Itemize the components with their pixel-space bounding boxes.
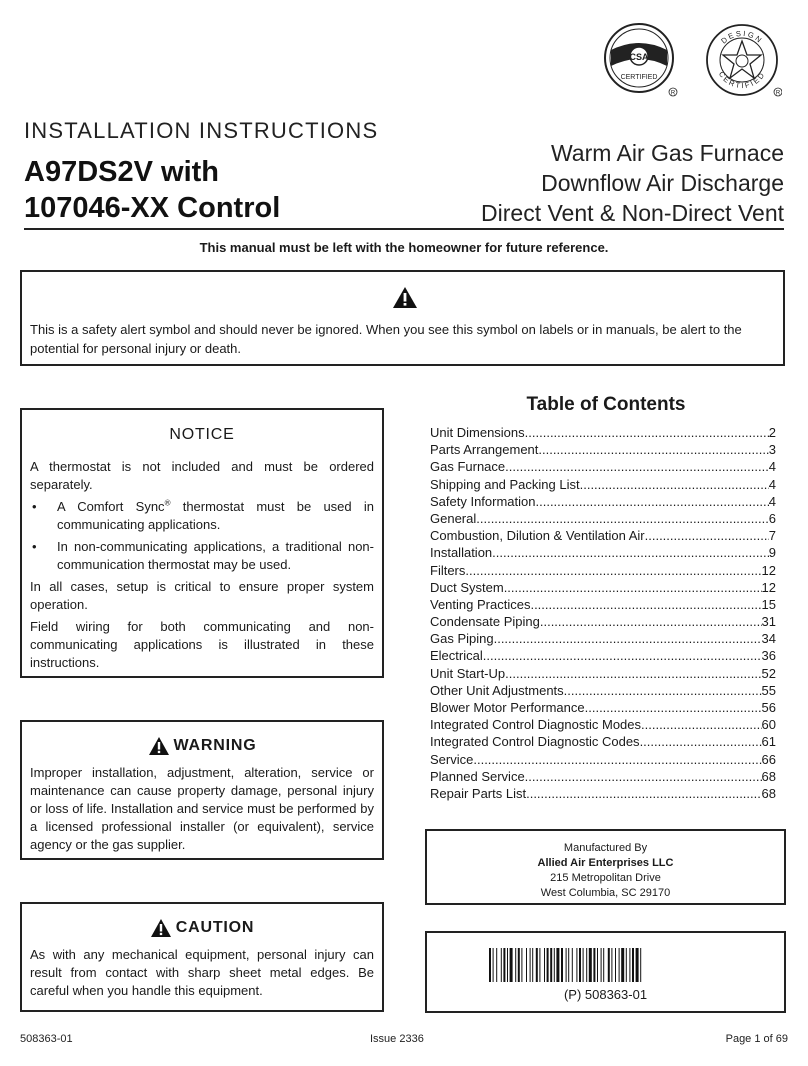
part-number: (P) 508363-01 — [563, 987, 648, 1002]
toc-entry — [430, 699, 776, 716]
barcode-bar — [507, 948, 508, 982]
toc-leader-dots — [494, 630, 762, 647]
toc-entry-title: Parts Arrangement — [430, 442, 539, 458]
manufacturer-city: West Columbia, SC 29170 — [540, 887, 671, 899]
warning-box — [20, 720, 384, 860]
barcode-bar — [503, 948, 505, 982]
toc-entry — [430, 493, 776, 510]
barcode-bar — [556, 948, 559, 982]
barcode-bar — [583, 948, 584, 982]
footer-issue: Issue 2336 — [370, 1033, 424, 1045]
barcode-bar — [576, 948, 577, 982]
barcode-bar — [640, 948, 641, 982]
toc-list — [430, 424, 776, 802]
toc-leader-dots — [525, 768, 762, 785]
toc-leader-dots — [504, 579, 762, 596]
toc-entry-page: 56 — [761, 700, 776, 715]
product-line-2: Downflow Air Discharge — [541, 170, 784, 196]
toc-entry-page: 12 — [761, 562, 776, 578]
barcode-bar — [566, 948, 567, 982]
notice-bullet-2: • In non-communicating applications, a traditional non-communication thermostat may be used. — [32, 539, 374, 572]
toc-leader-dots — [585, 699, 762, 716]
toc-entry-page: 36 — [761, 648, 776, 664]
barcode — [489, 948, 723, 982]
toc-entry — [430, 768, 776, 785]
manufacturer-box — [425, 829, 786, 905]
model-line-2: 107046-XX Control — [24, 192, 281, 224]
toc-entry-page: 61 — [761, 734, 776, 750]
toc-entry — [430, 441, 776, 458]
notice-title: NOTICE — [169, 426, 235, 443]
toc-entry — [430, 630, 776, 647]
toc-entry-title: Safety Information — [430, 493, 536, 509]
toc-leader-dots — [473, 751, 761, 768]
toc-entry-title: Installation — [430, 545, 493, 561]
toc-leader-dots — [580, 476, 769, 493]
homeowner-note: This manual must be left with the homeowner for future reference. — [199, 240, 609, 255]
toc-entry-title: Combustion, Dilution & Ventilation Air — [430, 528, 645, 544]
svg-text:R: R — [775, 90, 781, 97]
toc-leader-dots — [530, 596, 761, 613]
toc-entry-title: Gas Piping — [430, 631, 494, 647]
toc-entry — [430, 751, 776, 768]
barcode-bar — [518, 948, 520, 982]
barcode-bar — [601, 948, 602, 982]
toc-entry-page: 68 — [761, 785, 776, 801]
barcode-bar — [489, 948, 491, 982]
barcode-bar — [603, 948, 604, 982]
barcode-bar — [619, 948, 620, 982]
toc-entry-page: 68 — [761, 768, 776, 784]
toc-entry-page: 31 — [761, 614, 776, 630]
barcode-bar — [615, 948, 616, 982]
svg-text:CERTIFIED: CERTIFIED — [716, 69, 768, 91]
svg-text:CERTIFIED: CERTIFIED — [620, 74, 658, 81]
toc-leader-dots — [483, 647, 762, 664]
toc-leader-dots — [536, 493, 769, 510]
document-type-title: INSTALLATION INSTRUCTIONS — [24, 118, 379, 143]
barcode-bar — [611, 948, 612, 982]
toc-entry-page: 4 — [768, 476, 776, 492]
toc-entry — [430, 716, 776, 733]
bullet-icon: • — [32, 539, 37, 554]
toc-leader-dots — [492, 544, 769, 561]
toc-entry-title: Unit Dimensions — [430, 425, 525, 440]
model-line-1: A97DS2V with — [24, 156, 219, 188]
toc-entry-page: 52 — [761, 665, 776, 681]
barcode-bar — [515, 948, 516, 982]
toc-entry-page: 34 — [761, 631, 776, 647]
toc-entry-title: Unit Start-Up — [430, 665, 506, 681]
barcode-bar — [493, 948, 494, 982]
barcode-bar — [510, 948, 513, 982]
toc-entry-page: 3 — [768, 442, 776, 458]
toc-entry-title: Electrical — [430, 648, 483, 664]
toc-leader-dots — [645, 527, 769, 544]
barcode-bar — [621, 948, 624, 982]
barcode-bar — [572, 948, 573, 982]
toc-entry-title: Service — [430, 751, 474, 767]
model-title — [24, 154, 280, 226]
toc-entry-title: Filters — [430, 562, 466, 578]
toc-entry — [430, 613, 776, 630]
footer-page-number: Page 1 of 69 — [725, 1033, 788, 1045]
toc-leader-dots — [538, 441, 768, 458]
barcode-bar — [632, 948, 634, 982]
toc-entry-title: Shipping and Packing List — [430, 476, 580, 492]
safety-alert-text: This is a safety alert symbol and should never be ignored. When you see this symbol on labels or in manuals, be alert to the potential for personal injury or death. — [30, 322, 742, 356]
toc-entry-title: Repair Parts List — [430, 785, 527, 801]
toc-entry-title: Integrated Control Diagnostic Modes — [430, 717, 642, 733]
notice-box — [20, 408, 384, 678]
barcode-bar — [547, 948, 549, 982]
notice-paragraph-2: In all cases, setup is critical to ensure proper system operation. — [30, 579, 374, 612]
header-divider — [24, 228, 784, 230]
barcode-bar — [593, 948, 595, 982]
product-description — [481, 138, 784, 228]
toc-entry-page: 4 — [768, 459, 776, 475]
toc-entry-page: 12 — [761, 579, 776, 595]
manufacturer-street: 215 Metropolitan Drive — [550, 872, 661, 884]
toc-entry-page: 55 — [761, 682, 776, 698]
toc-entry — [430, 527, 776, 544]
toc-entry — [430, 510, 776, 527]
toc-leader-dots — [525, 424, 769, 441]
toc-leader-dots — [476, 510, 769, 527]
manufacturer-label: Manufactured By — [563, 842, 648, 854]
warning-title: WARNING — [173, 737, 257, 754]
notice-paragraph-3: Field wiring for both communicating and non-communicating applications is illustrated in these instructions. — [30, 619, 374, 670]
design-certified-logo — [704, 22, 782, 98]
barcode-bar — [544, 948, 545, 982]
barcode-bar — [532, 948, 533, 982]
toc-entry — [430, 579, 776, 596]
toc-entry-page: 7 — [768, 528, 776, 544]
barcode-box — [425, 931, 786, 1013]
toc-leader-dots — [540, 613, 762, 630]
caution-box — [20, 902, 384, 1012]
footer-document-number: 508363-01 — [20, 1033, 73, 1045]
toc-entry — [430, 424, 776, 441]
csa-certified-logo — [603, 22, 679, 98]
toc-entry — [430, 596, 776, 613]
barcode-bar — [501, 948, 502, 982]
toc-entry-title: Integrated Control Diagnostic Codes — [430, 734, 640, 750]
barcode-bar — [539, 948, 540, 982]
toc-entry-title: Condensate Piping — [430, 614, 540, 630]
toc-entry — [430, 682, 776, 699]
warning-text: Improper installation, adjustment, alteration, service or maintenance can cause property damage, personal injury or loss of life. Installation and service must be performed by a licensed professional installer (or equivalent), service agency or the gas supplier. — [30, 765, 374, 852]
toc-entry-page: 6 — [768, 510, 776, 526]
caution-text: As with any mechanical equipment, personal injury can result from contact with sharp sheet metal edges. Be careful when you handle this equipment. — [30, 947, 374, 998]
toc-entry-page: 66 — [761, 751, 776, 767]
toc-entry-title: Planned Service — [430, 768, 525, 784]
barcode-bar — [568, 948, 569, 982]
svg-text:CSA: CSA — [629, 52, 649, 62]
barcode-bar — [536, 948, 538, 982]
barcode-bar — [550, 948, 552, 982]
manufacturer-company: Allied Air Enterprises LLC — [537, 857, 674, 869]
toc-entry-page: 15 — [761, 596, 776, 612]
toc-entry-page: 9 — [768, 545, 776, 561]
toc-leader-dots — [526, 785, 761, 802]
caution-title: CAUTION — [175, 919, 255, 936]
toc-entry-page: 60 — [761, 717, 776, 733]
toc-entry-title: Gas Furnace — [430, 459, 506, 475]
barcode-bar — [530, 948, 531, 982]
barcode-bar — [579, 948, 581, 982]
product-line-1: Warm Air Gas Furnace — [550, 140, 784, 166]
warning-triangle-icon — [148, 736, 170, 756]
barcode-bar — [626, 948, 627, 982]
toc-leader-dots — [465, 562, 761, 579]
barcode-bar — [629, 948, 630, 982]
toc-entry — [430, 733, 776, 750]
warning-triangle-icon — [392, 286, 418, 309]
toc-entry-page: 4 — [768, 493, 776, 509]
toc-entry — [430, 785, 776, 802]
barcode-bar — [589, 948, 592, 982]
toc-leader-dots — [505, 665, 761, 682]
toc-entry-title: General — [430, 510, 477, 526]
toc-leader-dots — [640, 733, 762, 750]
safety-alert-box — [20, 270, 785, 366]
toc-entry — [430, 562, 776, 579]
barcode-bar — [636, 948, 639, 982]
barcode-bar — [597, 948, 598, 982]
toc-leader-dots — [505, 458, 769, 475]
toc-leader-dots — [641, 716, 762, 733]
barcode-bar — [608, 948, 610, 982]
barcode-bar — [521, 948, 522, 982]
barcode-bar — [586, 948, 587, 982]
barcode-bar — [496, 948, 497, 982]
barcode-bar — [561, 948, 563, 982]
toc-entry — [430, 647, 776, 664]
warning-triangle-icon — [150, 918, 172, 938]
toc-title: Table of Contents — [526, 394, 686, 415]
toc-entry-title: Blower Motor Performance — [430, 700, 585, 715]
svg-text:R: R — [670, 90, 676, 97]
svg-text:DESIGN: DESIGN — [719, 28, 765, 46]
toc-entry-title: Duct System — [430, 579, 504, 595]
notice-bullet-1: • A Comfort Sync® thermostat must be used in communicating applications. — [32, 498, 374, 532]
notice-paragraph-1: A thermostat is not included and must be ordered separately. — [30, 459, 374, 492]
toc-entry — [430, 544, 776, 561]
bullet-icon: • — [32, 499, 37, 514]
product-line-3: Direct Vent & Non-Direct Vent — [481, 200, 784, 226]
toc-entry-page: 2 — [768, 425, 776, 440]
toc-entry-title: Other Unit Adjustments — [430, 682, 564, 698]
toc-entry — [430, 476, 776, 493]
toc-entry — [430, 458, 776, 475]
toc-entry — [430, 665, 776, 682]
toc-leader-dots — [564, 682, 762, 699]
barcode-bar — [526, 948, 527, 982]
notice-bullet-list — [30, 498, 374, 574]
toc-entry-title: Venting Practices — [430, 596, 531, 612]
barcode-bar — [554, 948, 555, 982]
